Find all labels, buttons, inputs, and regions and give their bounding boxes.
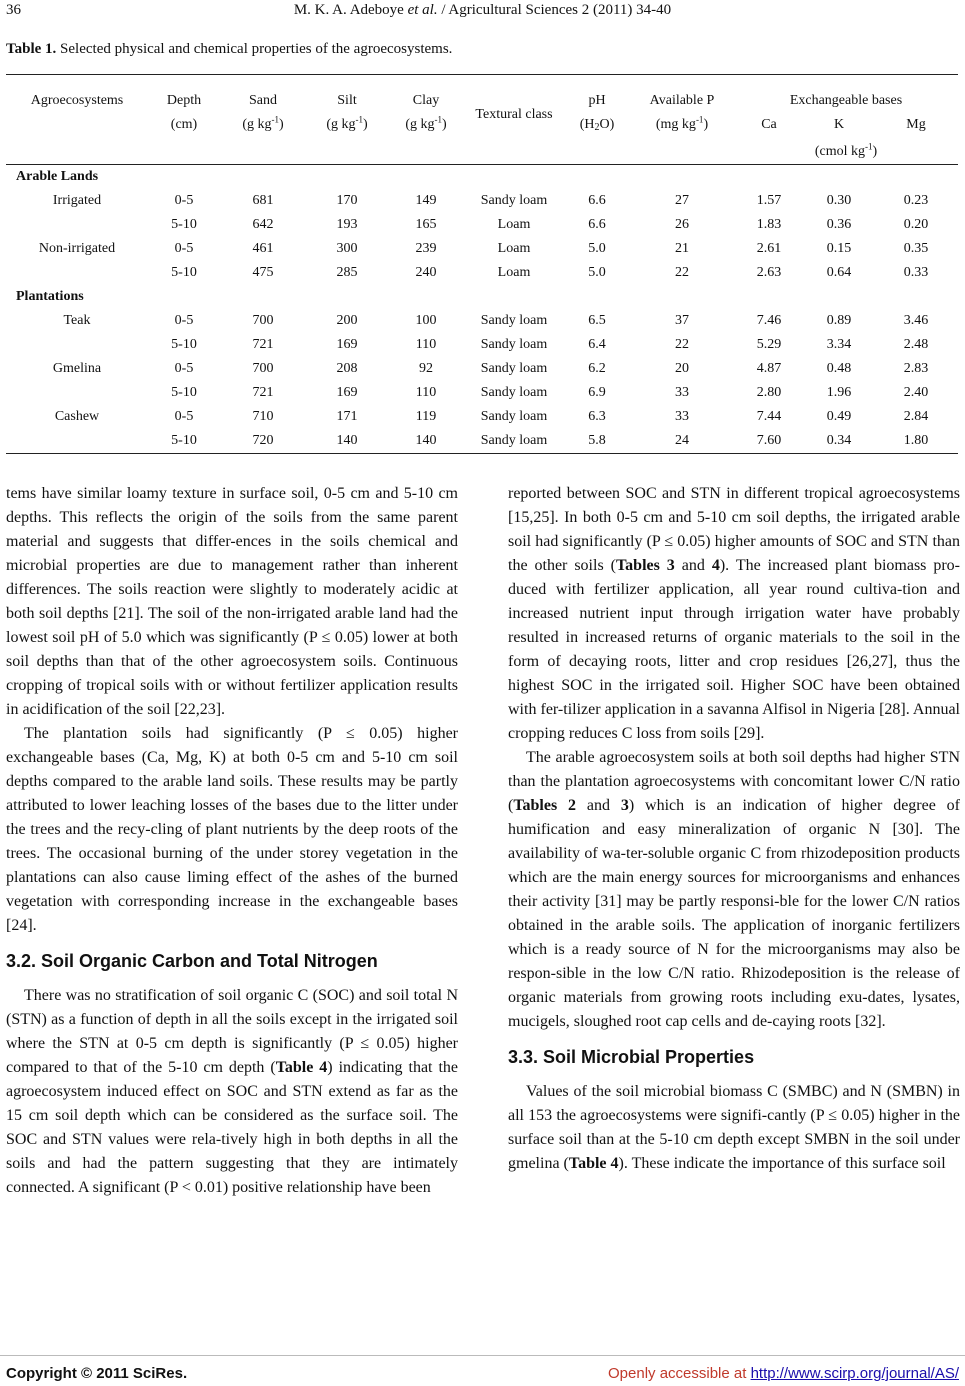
- table-cell: 0.23: [903, 193, 929, 208]
- table-cell: 6.3: [588, 409, 606, 424]
- header-available-p: Available P: [649, 93, 715, 108]
- table-cell: 5-10: [171, 217, 197, 232]
- table-cell: 3.34: [826, 337, 852, 352]
- table-caption-label: Table 1.: [6, 41, 57, 57]
- table-cell: 721: [252, 385, 274, 400]
- properties-table-wrapper: [6, 74, 958, 454]
- table-cell: 721: [252, 337, 274, 352]
- table-body: [6, 165, 958, 454]
- right-paragraph-2: [508, 746, 960, 1034]
- running-head-etal: et al.: [407, 2, 438, 18]
- properties-table: [6, 74, 958, 454]
- table-group-label: Plantations: [16, 289, 84, 304]
- table-cell: 20: [675, 361, 689, 376]
- table-cell: 700: [252, 361, 274, 376]
- table-cell: 681: [252, 193, 274, 208]
- table-row: [6, 381, 958, 405]
- table-cell: 33: [675, 409, 689, 424]
- header-mg: Mg: [906, 117, 926, 132]
- ph-unit-pre: (H: [579, 117, 595, 132]
- table-cell: Gmelina: [52, 361, 102, 376]
- table-cell: 169: [336, 337, 358, 352]
- unit-text: (cmol kg: [814, 144, 865, 159]
- left-paragraph-1: tems have similar loamy texture in surface soil, 0-5 cm and 5-10 cm depths. This reflects the origin of the soils from the same parent material and suggests that differ-ences in the soils chemical and microbial properties are due to management rather than inherent differences. The soils reaction were slightly to moderately acidic at both soil depths [21]. The soil of the non-irrigated arable land had the lowest soil pH of 5.0 which was significantly (P ≤ 0.05) lower at both soil depths than that of the other agroecosystem soils. Continuous cropping of tropical soils with or without fertilizer application results in acidification of the soil [22,23].: [6, 485, 458, 718]
- text-span: ). The increased plant biomass pro-duced with fertilizer application, all year round cultiva-tion and increased nutrient input through irrigation water have probably resulted in increased returns of organic materials to the soil in the form of decaying roots, litter and crop residues [26,27], thus the highest SOC in the irrigated soil. Higher SOC have been obtained with fer-tilizer application in a savanna Alfisol in Nigeria [28]. Annual cropping reduces C loss from soils [29].: [508, 557, 961, 742]
- table-cell: 475: [252, 265, 274, 280]
- table-cell: 0-5: [174, 409, 194, 424]
- table-cell: Loam: [497, 217, 531, 232]
- header-spacer: [6, 140, 734, 165]
- table-cell: 3.46: [903, 313, 929, 328]
- unit-text: (g kg: [326, 117, 356, 132]
- running-head-journal: / Agricultural Sciences 2 (2011) 34-40: [437, 2, 672, 18]
- section-heading-microbial: 3.3. Soil Microbial Properties: [508, 1047, 755, 1067]
- left-paragraph-3: [6, 984, 458, 1200]
- table-row: [6, 405, 958, 429]
- table-cell: 240: [415, 265, 437, 280]
- table-cell: Sandy loam: [480, 337, 548, 352]
- table-cell: 110: [415, 385, 437, 400]
- header-silt: Silt: [337, 93, 357, 108]
- header-exchangeable-bases: Exchangeable bases: [789, 93, 903, 108]
- table-cell: 6.5: [588, 313, 606, 328]
- table-cell: [6, 429, 148, 454]
- header-ph: pH: [588, 93, 606, 108]
- unit-sup: -1: [355, 114, 363, 125]
- table-cell: Irrigated: [52, 193, 102, 208]
- table-row: [6, 309, 958, 333]
- table-cell: 7.44: [756, 409, 782, 424]
- table-cell: 165: [415, 217, 437, 232]
- running-head: [0, 2, 965, 19]
- table-cell: 26: [675, 217, 689, 232]
- header-agroecosystems: Agroecosystems: [30, 93, 124, 108]
- table-cell: 6.4: [588, 337, 606, 352]
- text-span: reported between SOC and STN in different tropical agroecosystems [15,25]. In both 0-5 cm and 5-10 cm soil depths, the irrigated arable soil had significantly (P ≤ 0.05) higher amounts of SOC and STN than the other soils (: [508, 485, 960, 574]
- table-cell: 0.48: [826, 361, 852, 376]
- table-cell: 720: [220, 429, 306, 454]
- table-caption: [6, 41, 452, 58]
- table-caption-text: Selected physical and chemical properties of the agroecosystems.: [56, 41, 453, 57]
- unit-text: (g kg: [242, 117, 272, 132]
- table-cell: 5.8: [564, 429, 630, 454]
- table-cell: 169: [336, 385, 358, 400]
- table-cell: 0.34: [804, 429, 874, 454]
- table-cell: 0.49: [826, 409, 852, 424]
- text-span: The arable agroecosystem soils at both soil depths had higher STN than the plantation agroecosystems with concomitant lower C/N ratio (: [508, 749, 960, 814]
- table-reference: Table 4: [275, 1059, 328, 1076]
- table-cell: 27: [675, 193, 689, 208]
- table-cell: 710: [252, 409, 274, 424]
- table-row: [6, 429, 958, 454]
- table-cell: 140: [306, 429, 388, 454]
- unit-sup: -1: [271, 114, 279, 125]
- text-span: ) which is an indication of higher degree of humification and easy mineralization of organic N [30]. The availability of wa-ter-soluble organic C from rhizodeposition products which are the main energy sources for microorganisms and enhances their activity [31] may be partly responsi-ble for the lower C/N ratios obtained in the arable soils. The application of inorganic fertilizers which is a ready source of N for the microorganisms may also be respon-sible in the low C/N ratio. Rhizodeposition is the release of organic materials from growing roots including exu-dates, lysates, mucigels, sloughed root cap cells and de-caying roots [32].: [508, 797, 961, 1030]
- table-group-row: [6, 285, 958, 309]
- open-access-text: Openly accessible at: [608, 1365, 751, 1382]
- right-column: [508, 482, 960, 1176]
- table-cell: 0.89: [826, 313, 852, 328]
- table-cell: 200: [336, 313, 358, 328]
- table-cell: 1.83: [756, 217, 782, 232]
- text-span: and: [576, 797, 621, 814]
- table-cell: 171: [336, 409, 358, 424]
- table-cell: [6, 333, 148, 357]
- table-cell: 5.0: [588, 241, 606, 256]
- table-row: [6, 333, 958, 357]
- table-cell: 37: [675, 313, 689, 328]
- table-cell: 6.9: [588, 385, 606, 400]
- table-cell: 119: [415, 409, 437, 424]
- table-cell: 2.84: [903, 409, 929, 424]
- table-cell: 0-5: [174, 313, 194, 328]
- header-sand: Sand: [249, 93, 277, 108]
- table-cell: 0.20: [903, 217, 929, 232]
- table-cell: 300: [336, 241, 358, 256]
- footer-rule: [0, 1355, 965, 1356]
- table-reference: Tables 2: [513, 797, 577, 814]
- right-paragraph-3: [508, 1080, 960, 1176]
- unit-close: ): [279, 117, 284, 132]
- table-cell: 110: [415, 337, 437, 352]
- header-ph-unit: [564, 113, 630, 140]
- copyright-notice: Copyright © 2011 SciRes.: [6, 1365, 188, 1382]
- table-cell: 700: [252, 313, 274, 328]
- table-cell: 22: [675, 265, 689, 280]
- table-cell: 2.61: [756, 241, 782, 256]
- page-number: 36: [6, 2, 21, 18]
- table-cell: 0-5: [174, 241, 194, 256]
- table-cell: Cashew: [54, 409, 100, 424]
- table-reference: Table 4: [568, 1155, 619, 1172]
- table-cell: 1.80: [874, 429, 958, 454]
- table-reference: 3: [620, 797, 629, 814]
- table-cell: Loam: [497, 265, 531, 280]
- table-cell: 0.64: [826, 265, 852, 280]
- table-cell: 4.87: [756, 361, 782, 376]
- table-cell: 1.57: [756, 193, 782, 208]
- unit-text: (g kg: [405, 117, 435, 132]
- table-cell: 5.0: [588, 265, 606, 280]
- table-cell: 0.36: [826, 217, 852, 232]
- table-cell: [6, 213, 148, 237]
- table-cell: 6.6: [588, 193, 606, 208]
- table-cell: Sandy loam: [480, 313, 548, 328]
- unit-text: (mg kg: [655, 117, 696, 132]
- table-cell: 170: [336, 193, 358, 208]
- table-cell: 0.15: [826, 241, 852, 256]
- table-cell: 2.48: [903, 337, 929, 352]
- section-heading-soc: 3.2. Soil Organic Carbon and Total Nitrogen: [6, 951, 378, 971]
- unit-close: ): [703, 117, 709, 132]
- table-cell: 24: [630, 429, 734, 454]
- left-column: [6, 482, 458, 1200]
- table-row: [6, 213, 958, 237]
- ph-unit-sub: 2: [594, 122, 600, 133]
- header-depth: Depth: [166, 93, 202, 108]
- table-header-row-3: [6, 140, 958, 165]
- table-cell: Non-irrigated: [38, 241, 116, 256]
- table-cell: 0.33: [903, 265, 929, 280]
- table-cell: [6, 381, 148, 405]
- header-clay-unit: [388, 113, 464, 140]
- header-clay: Clay: [412, 93, 440, 108]
- table-cell: 7.60: [734, 429, 804, 454]
- unit-sup: -1: [864, 141, 873, 152]
- table-row: [6, 237, 958, 261]
- unit-close: ): [442, 117, 447, 132]
- table-cell: [6, 261, 148, 285]
- table-cell: 2.83: [903, 361, 929, 376]
- table-cell: 21: [675, 241, 689, 256]
- header-ca: Ca: [761, 117, 777, 132]
- header-cmol-unit: [734, 140, 958, 165]
- table-cell: 239: [415, 241, 437, 256]
- table-reference: 4: [711, 557, 720, 574]
- unit-sup: -1: [695, 114, 704, 125]
- table-cell: 149: [415, 193, 437, 208]
- left-paragraph-2: The plantation soils had significantly (P ≤ 0.05) higher exchangeable bases (Ca, Mg, K) at both 0-5 cm and 5-10 cm soil depths compared to the arable land soils. These results may be partly attributed to lower leaching losses of the bases due to the litter under the trees and the recy-cling of plant nutrients by the deep roots of the trees. The occasional burning of the under storey vegetation in the plantations can also cause liming effect of the ashes of the burned vegetation with corresponding increase in the exchangeable bases [24].: [6, 725, 458, 934]
- table-row: [6, 357, 958, 381]
- table-cell: 1.96: [826, 385, 852, 400]
- header-sand-unit: [220, 113, 306, 140]
- table-cell: Sandy loam: [480, 409, 548, 424]
- table-cell: 100: [415, 313, 437, 328]
- table-cell: 22: [675, 337, 689, 352]
- table-cell: Teak: [63, 313, 91, 328]
- table-row: [6, 189, 958, 213]
- table-cell: 461: [252, 241, 274, 256]
- header-spacer: [6, 113, 148, 140]
- unit-close: ): [363, 117, 368, 132]
- text-span: Values of the soil microbial biomass C (SMBC) and N (SMBN) in all 153 the agroecosystems were signifi-cantly (P ≤ 0.05) higher in the surface soil than at the 5-10 cm depth except SMBN in the soil under gmelina (: [508, 1083, 960, 1172]
- table-cell: 33: [675, 385, 689, 400]
- ph-unit-post: O): [599, 117, 615, 132]
- table-row: [6, 261, 958, 285]
- table-cell: Sandy loam: [464, 429, 564, 454]
- table-cell: 5.29: [756, 337, 782, 352]
- header-k: K: [833, 117, 845, 132]
- table-cell: 2.40: [903, 385, 929, 400]
- table-cell: 140: [388, 429, 464, 454]
- table-cell: Sandy loam: [480, 385, 548, 400]
- right-paragraph-1: [508, 482, 960, 746]
- text-span: ) indicating that the agroecosystem induced effect on SOC and STN extend as far as the 15 cm soil depth which can be considered as the surface soil. The SOC and STN values were rela-tively high in both depths in all the soils and had the pattern suggesting that they are intimately connected. A significant (P < 0.01) positive relationship have been: [6, 1059, 458, 1196]
- journal-link[interactable]: http://www.scirp.org/journal/AS/: [750, 1365, 959, 1382]
- table-cell: 7.46: [756, 313, 782, 328]
- unit-sup: -1: [434, 114, 442, 125]
- text-span: There was no stratification of soil organic C (SOC) and soil total N (STN) as a function of depth in all the soils except in the irrigated soil where the STN at 0-5 cm depth is significantly (P ≤ 0.05) higher compared to that of the 5-10 cm depth (: [6, 987, 458, 1076]
- table-reference: Tables 3: [615, 557, 675, 574]
- table-cell: 6.6: [588, 217, 606, 232]
- header-silt-unit: [306, 113, 388, 140]
- text-span: ). These indicate the importance of this surface soil: [618, 1155, 946, 1172]
- table-cell: Loam: [497, 241, 531, 256]
- table-cell: 92: [419, 361, 433, 376]
- table-cell: 193: [336, 217, 358, 232]
- open-access-notice: [608, 1365, 959, 1382]
- table-cell: 208: [336, 361, 358, 376]
- table-cell: 6.2: [588, 361, 606, 376]
- table-cell: 2.63: [756, 265, 782, 280]
- table-group-row: [6, 165, 958, 190]
- table-cell: 0.35: [903, 241, 929, 256]
- table-group-label: Arable Lands: [16, 169, 99, 184]
- table-cell: 5-10: [171, 265, 197, 280]
- table-cell: 0-5: [174, 361, 194, 376]
- table-cell: Sandy loam: [480, 361, 548, 376]
- table-cell: 0-5: [174, 193, 194, 208]
- table-cell: 285: [336, 265, 358, 280]
- header-available-p-unit: [630, 113, 734, 140]
- text-span: and: [674, 557, 712, 574]
- table-top-rule: [6, 75, 958, 90]
- table-cell: 5-10: [171, 385, 197, 400]
- running-head-authors: M. K. A. Adeboye: [293, 2, 408, 18]
- table-cell: 5-10: [148, 429, 220, 454]
- header-textural-class: Textural class: [475, 106, 553, 122]
- table-cell: 2.80: [756, 385, 782, 400]
- table-cell: Sandy loam: [480, 193, 548, 208]
- table-cell: 0.30: [826, 193, 852, 208]
- table-cell: 642: [252, 217, 274, 232]
- header-depth-unit: (cm): [170, 117, 198, 132]
- unit-close: ): [872, 144, 878, 159]
- table-header-row-1: [6, 89, 958, 113]
- table-cell: 5-10: [171, 337, 197, 352]
